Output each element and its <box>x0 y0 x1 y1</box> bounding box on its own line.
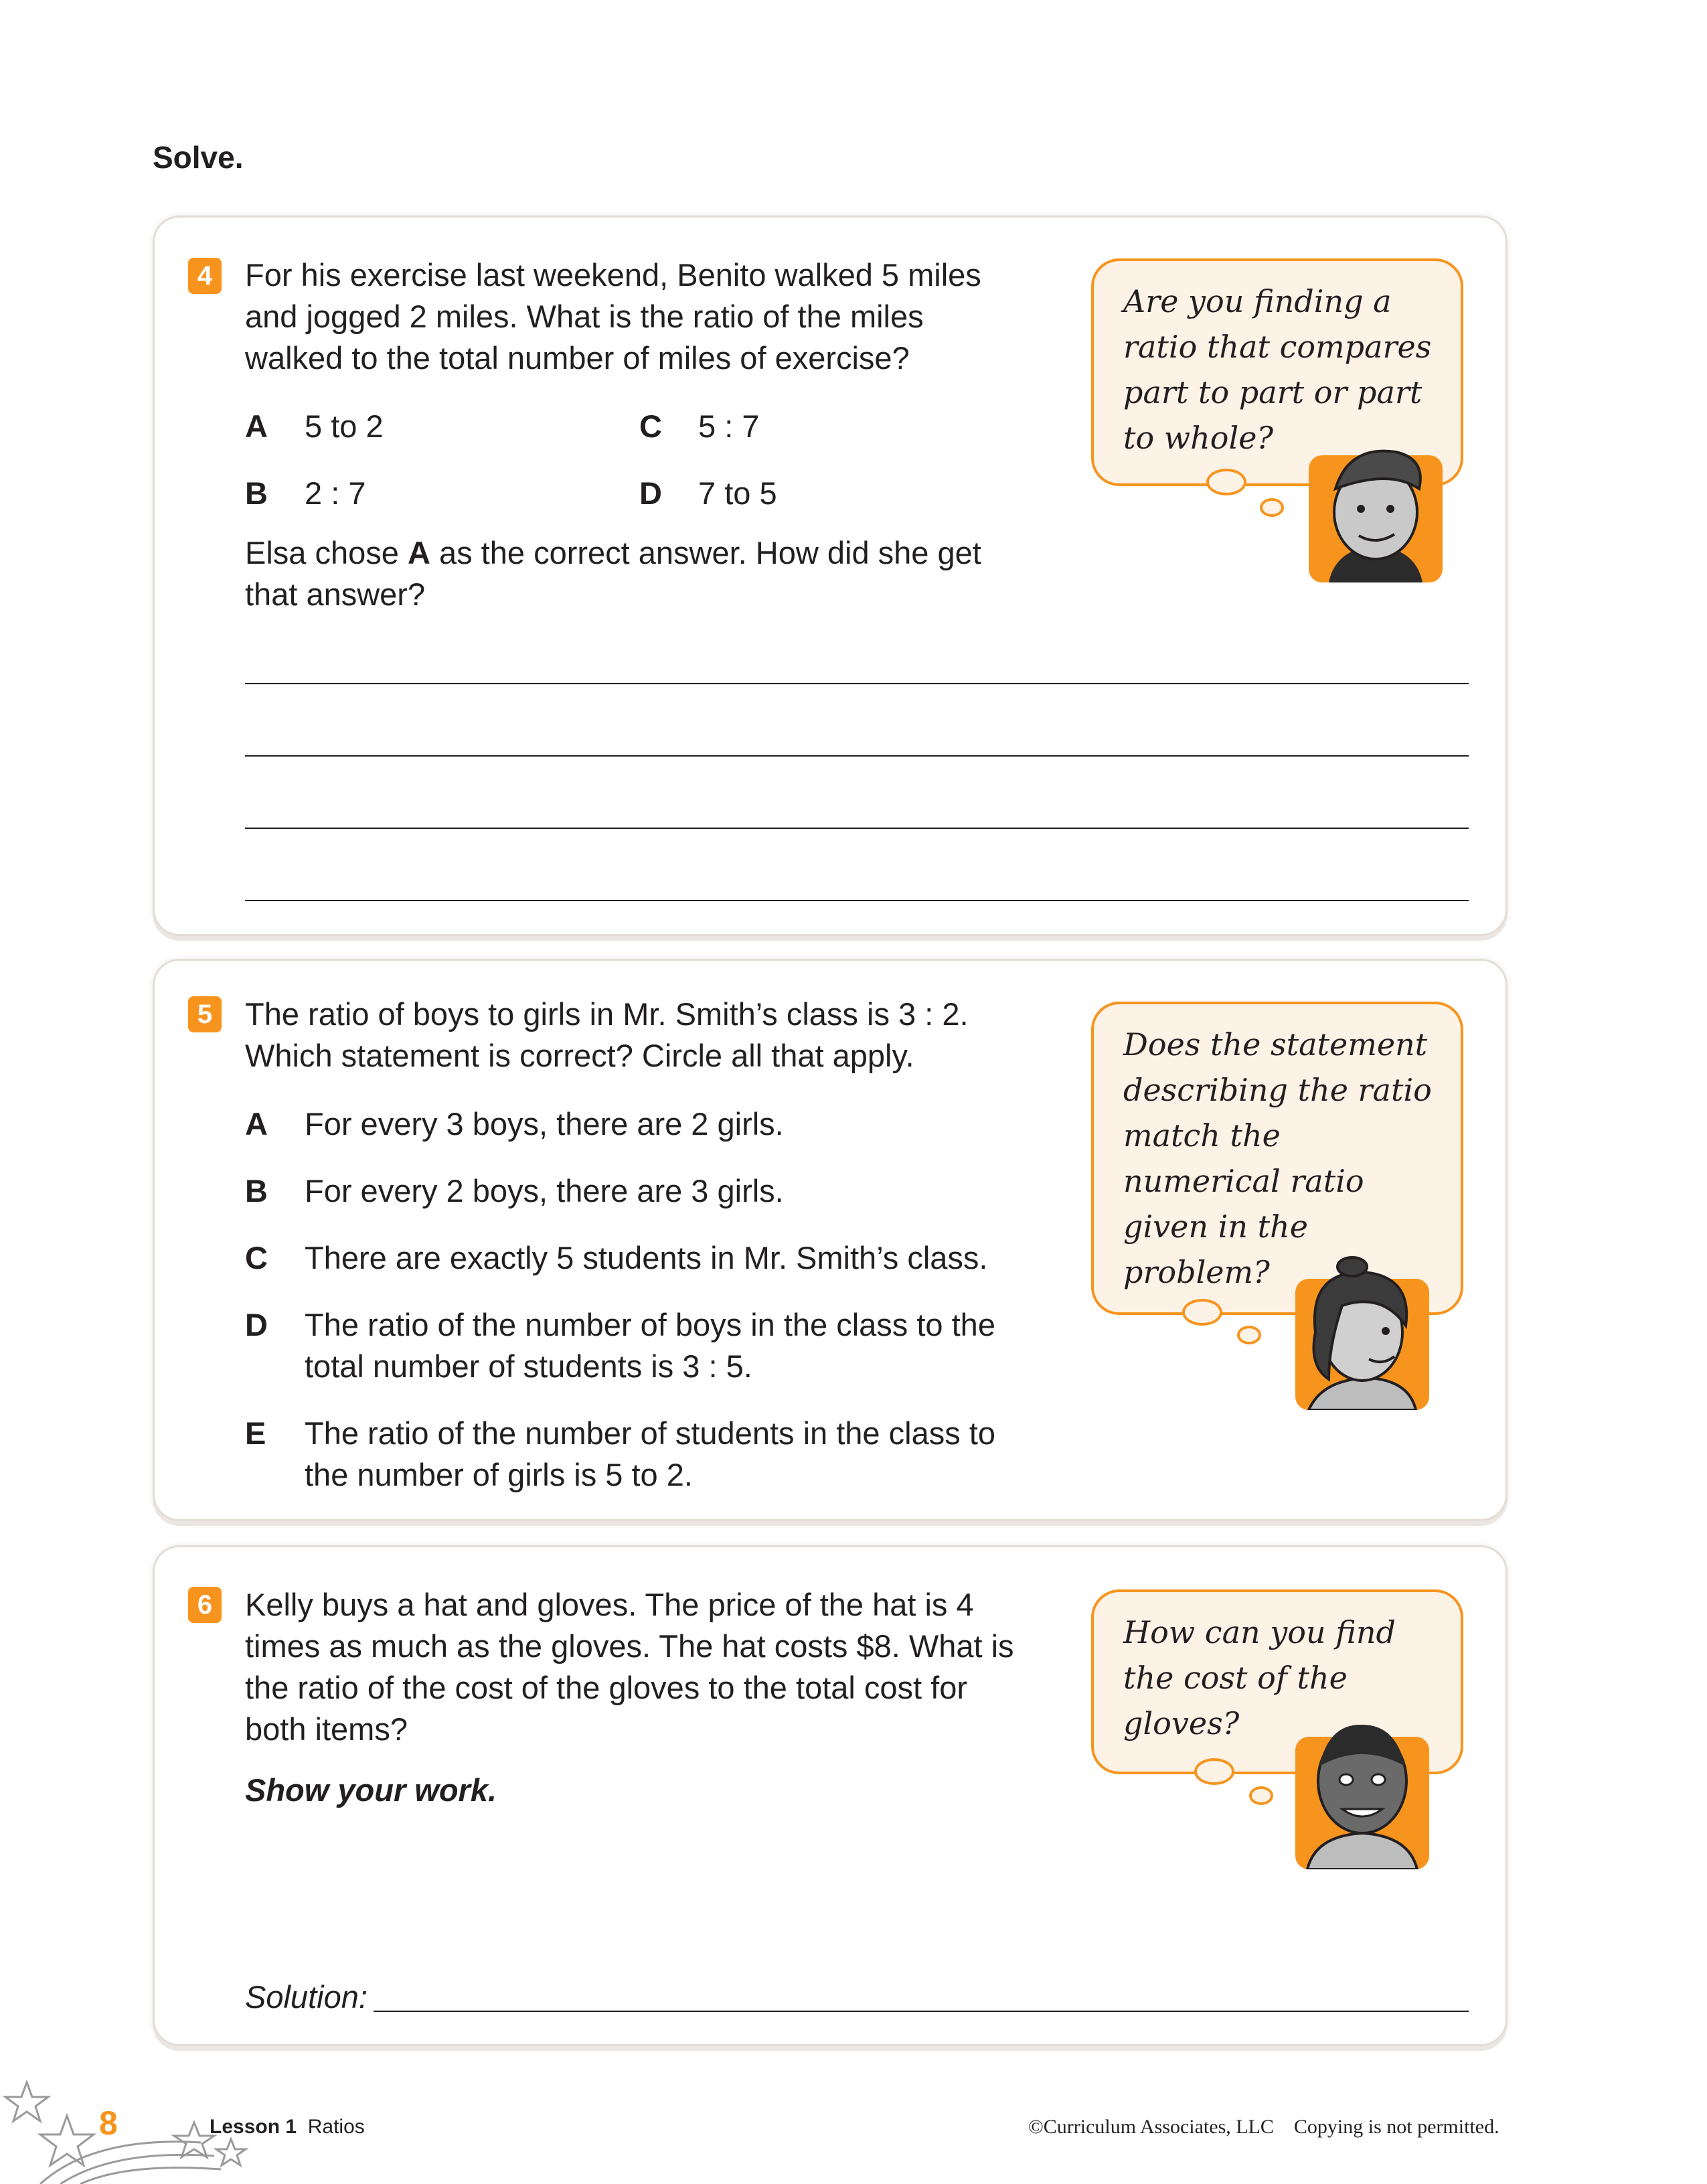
follow-up-question: Elsa chose A as the correct answer. How did she get that answer? <box>245 535 981 612</box>
answer-line[interactable] <box>245 683 1469 684</box>
thought-dot-small <box>1260 498 1284 517</box>
hint-bubble: How can you find the cost of the gloves? <box>1091 1589 1463 1774</box>
choice-letter[interactable]: A <box>245 1106 268 1142</box>
page-number: 8 <box>99 2104 118 2142</box>
thought-dot-large <box>1182 1299 1222 1326</box>
question-6-text: Kelly buys a hat and gloves. The price of the hat is 4 times as much as the gloves. The hat costs $8. What is the ratio of the cost of the gloves to the total cost for both items? <box>245 1587 1014 1747</box>
choice-text[interactable]: 5 to 2 <box>305 408 384 444</box>
hint-bubble: Does the statement describing the ratio match the numerical ratio given in the problem? <box>1091 1002 1463 1315</box>
choice-text[interactable]: 2 : 7 <box>305 475 366 511</box>
choice-text[interactable]: The ratio of the number of boys in the class to the total number of students is 3 : 5. <box>305 1307 995 1384</box>
choice-text[interactable]: For every 3 boys, there are 2 girls. <box>305 1106 784 1142</box>
choice-letter[interactable]: C <box>639 408 662 444</box>
solution-label: Solution: <box>245 1979 368 2015</box>
answer-line[interactable] <box>245 828 1469 829</box>
answer-line[interactable] <box>245 900 1469 901</box>
lesson-label: Lesson 1 Ratios <box>210 2116 365 2138</box>
choice-letter[interactable]: E <box>245 1415 266 1451</box>
choice-letter[interactable]: B <box>245 475 268 511</box>
choice-letter[interactable]: C <box>245 1240 268 1275</box>
section-heading: Solve. <box>153 140 244 175</box>
choice-text[interactable]: There are exactly 5 students in Mr. Smith’s class. <box>305 1240 988 1275</box>
solution-answer-line[interactable] <box>374 2011 1469 2012</box>
show-work-instruction: Show your work. <box>245 1772 497 1808</box>
thought-dot-large <box>1194 1758 1234 1785</box>
student-avatar-icon <box>1309 442 1443 582</box>
question-4-text: For his exercise last weekend, Benito walked 5 miles and jogged 2 miles. What is the ratio of the miles walked to the total number of miles of exercise? <box>245 257 981 376</box>
question-number-badge: 4 <box>188 258 222 294</box>
thought-dot-small <box>1249 1786 1273 1805</box>
question-number-badge: 5 <box>188 996 222 1032</box>
copyright-notice: ©Curriculum Associates, LLC Copying is not permitted. <box>1028 2116 1499 2138</box>
choice-text[interactable]: 5 : 7 <box>698 408 760 444</box>
hint-bubble: Are you finding a ratio that compares part to part or part to whole? <box>1091 258 1463 486</box>
choice-text[interactable]: 7 to 5 <box>698 475 777 511</box>
question-5-text: The ratio of boys to girls in Mr. Smith’s class is 3 : 2. Which statement is correct? Circle all that apply. <box>245 996 969 1073</box>
choice-text[interactable]: The ratio of the number of students in the class to the number of girls is 5 to 2. <box>305 1415 995 1492</box>
choice-letter[interactable]: B <box>245 1173 268 1208</box>
student-avatar-icon <box>1269 1252 1429 1410</box>
choice-letter[interactable]: D <box>245 1307 268 1342</box>
choice-letter[interactable]: A <box>245 408 268 444</box>
answer-line[interactable] <box>245 755 1469 757</box>
thought-dot-large <box>1206 469 1246 495</box>
student-avatar-icon <box>1295 1715 1429 1869</box>
choice-text[interactable]: For every 2 boys, there are 3 girls. <box>305 1173 784 1208</box>
choice-letter[interactable]: D <box>639 475 662 511</box>
thought-dot-small <box>1237 1326 1261 1344</box>
question-number-badge: 6 <box>188 1587 222 1623</box>
